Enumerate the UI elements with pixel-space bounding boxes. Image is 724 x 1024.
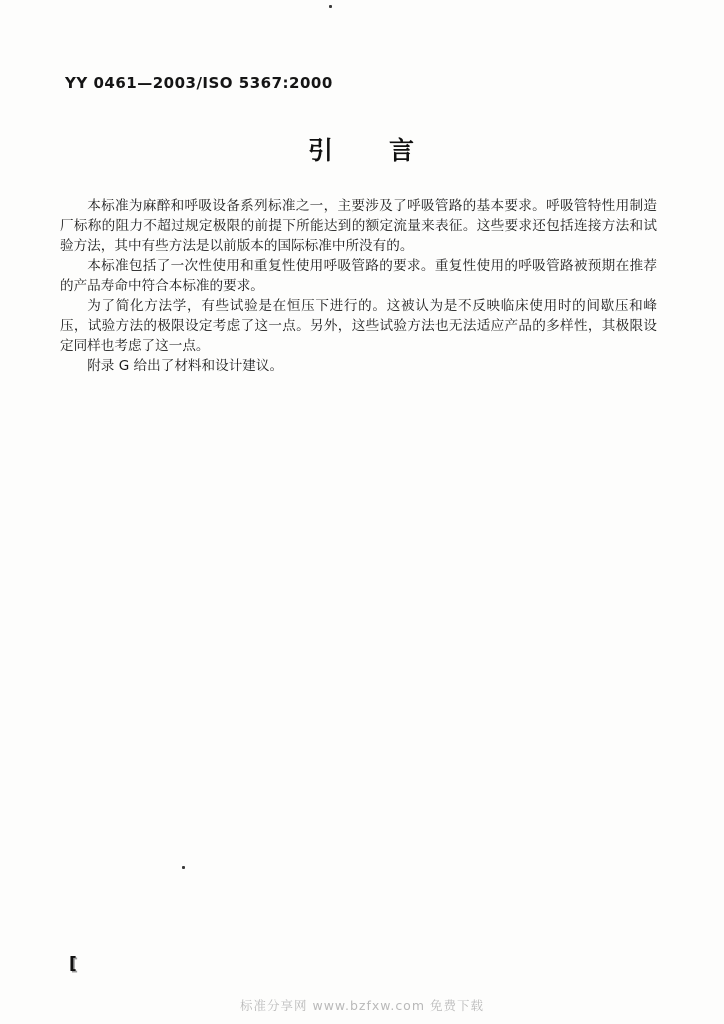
paragraph-1: 本标准为麻醉和呼吸设备系列标准之一，主要涉及了呼吸管路的基本要求。呼吸管特性用制造厂标称的阻力不超过规定极限的前提下所能达到的额定流量来表征。这些要求还包括连接方法和试验方法，其中有些方法是以前版本的国际标准中所没有的。 [60, 198, 657, 254]
introduction-body [60, 196, 657, 376]
watermark-footer: 标准分享网 www.bzfxw.com 免费下载 [240, 998, 484, 1013]
standard-number: YY 0461—2003/ISO 5367:2000 [65, 74, 333, 92]
scan-artifact-bracket: [ [69, 954, 77, 974]
paragraph-3: 为了简化方法学，有些试验是在恒压下进行的。这被认为是不反映临床使用时的间歇压和峰压，试验方法的极限设定考虑了这一点。另外，这些试验方法也无法适应产品的多样性，其极限设定同样也考虑了这一点。 [60, 298, 657, 354]
paragraph-4: 附录 G 给出了材料和设计建议。 [87, 358, 284, 374]
scan-speck-middle [182, 866, 185, 869]
scan-speck-top [329, 5, 332, 8]
paragraph-2: 本标准包括了一次性使用和重复性使用呼吸管路的要求。重复性使用的呼吸管路被预期在推荐的产品寿命中符合本标准的要求。 [60, 258, 657, 294]
page-title: 引 言 [307, 136, 416, 165]
